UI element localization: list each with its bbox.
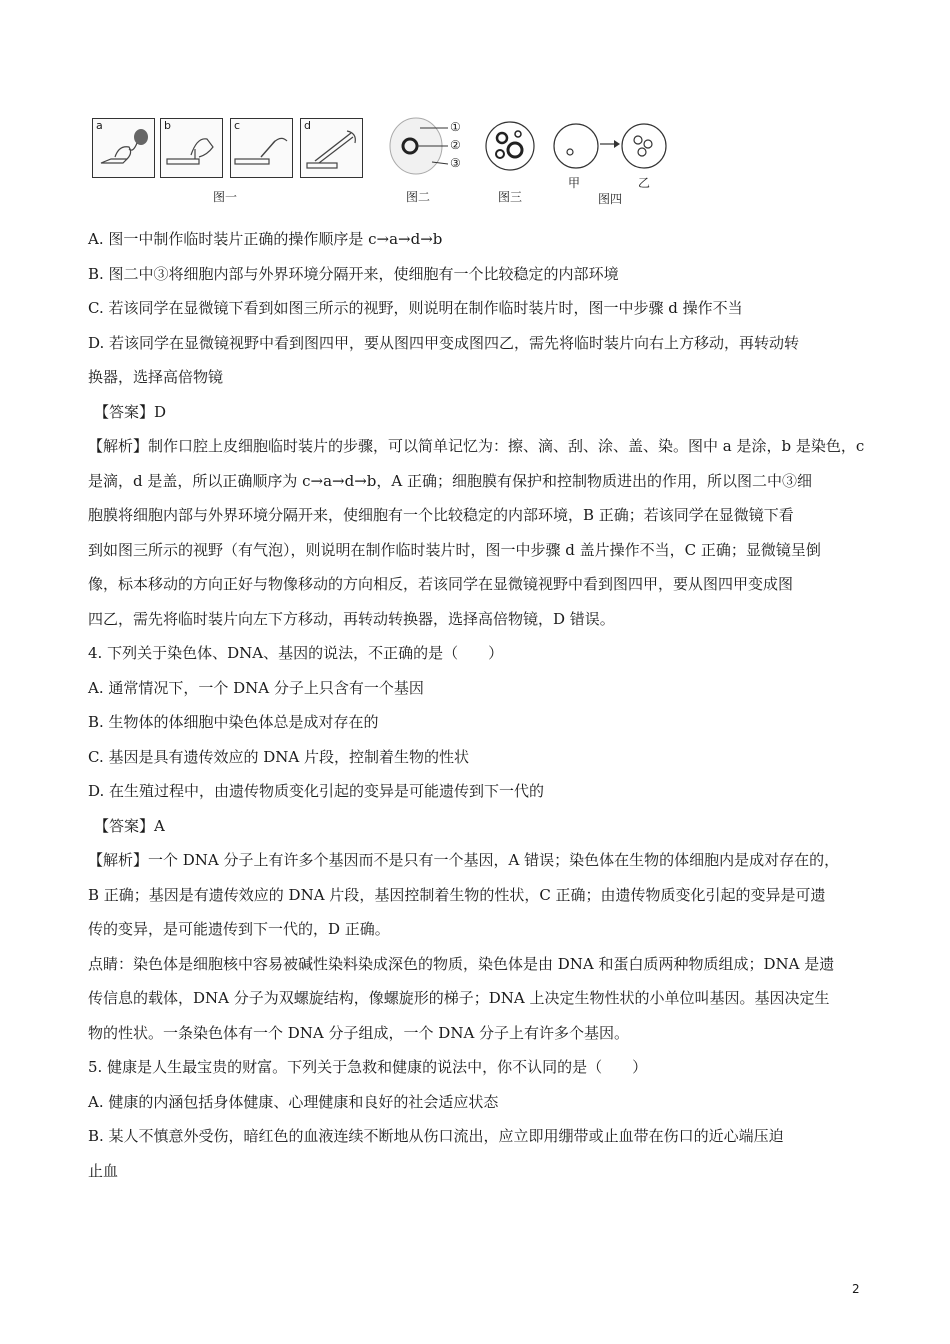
q3-option-a: A. 图一中制作临时装片正确的操作顺序是 c→a→d→b	[88, 230, 443, 248]
cell-diagram	[386, 112, 476, 184]
q4-option-d: D. 在生殖过程中，由遗传物质变化引起的变异是可能遗传到下一代的	[88, 782, 545, 800]
q4-option-a: A. 通常情况下，一个 DNA 分子上只含有一个基因	[88, 678, 424, 697]
figure-1-caption: 图一	[212, 190, 237, 204]
panel-label: c	[234, 119, 241, 132]
q3-answer: 【答案】D	[94, 402, 167, 421]
figure-1-panel-a	[92, 118, 155, 178]
figure-1-panel-c	[230, 118, 293, 178]
panel-label: d	[304, 119, 311, 132]
microscope-view-diagram	[552, 112, 670, 176]
figure-3	[482, 112, 542, 208]
figure-4-left-label: 甲	[568, 176, 581, 190]
q3-option-b: B. 图二中③将细胞内部与外界环境分隔开来，使细胞有一个比较稳定的内部环境	[88, 264, 619, 283]
q4-tip-line: 物的性状。一条染色体有一个 DNA 分子组成，一个 DNA 分子上有许多个基因。	[88, 1023, 630, 1042]
q3-option-d-continued: 换器，选择高倍物镜	[88, 368, 224, 386]
figure-1-panel-d	[300, 118, 363, 178]
q4-tip-line: 点睛：染色体是细胞核中容易被碱性染料染成深色的物质，染色体是由 DNA 和蛋白质两种物质组成；DNA 是遗	[88, 954, 835, 973]
figure-4	[552, 112, 670, 208]
q5-option-b: B. 某人不慎意外受伤，暗红色的血液连续不断地从伤口流出，应立即用绷带或止血带在伤口的近心端压迫	[88, 1127, 784, 1145]
q4-analysis-line: B 正确；基因是有遗传效应的 DNA 片段，基因控制着生物的性状，C 正确；由遗传物质变化引起的变异是可遗	[88, 885, 826, 904]
q4-stem: 4. 下列关于染色体、DNA、基因的说法，不正确的是（ ）	[88, 644, 504, 662]
q4-analysis-line: 传的变异，是可能遗传到下一代的，D 正确。	[88, 920, 390, 938]
q5-option-b-continued: 止血	[88, 1161, 119, 1180]
marker-1: ①	[450, 120, 461, 134]
marker-3: ③	[450, 156, 461, 170]
panel-label: b	[164, 119, 171, 132]
figure-4-right-label: 乙	[638, 176, 651, 190]
q3-analysis-line: 像，标本移动的方向正好与物像移动的方向相反，若该同学在显微镜视野中看到图四甲，要从图四甲变成图	[88, 575, 794, 593]
q3-analysis-line: 四乙，需先将临时装片向左下方移动，再转动转换器，选择高倍物镜，D 错误。	[88, 609, 615, 628]
bubble-view-diagram	[482, 112, 542, 184]
q3-analysis-line: 是滴，d 是盖，所以正确顺序为 c→a→d→b，A 正确；细胞膜有保护和控制物质进出的作用，所以图二中③细	[88, 471, 812, 490]
figure-1-panel-b	[160, 118, 223, 178]
q3-analysis-line: 【解析】制作口腔上皮细胞临时装片的步骤，可以简单记忆为：擦、滴、刮、涂、盖、染。图中 a 是涂，b 是染色，c	[88, 437, 865, 455]
figure-4-caption: 图四	[597, 192, 622, 206]
figure-3-caption: 图三	[497, 190, 522, 204]
figure-2	[386, 112, 476, 208]
figure-1	[90, 112, 365, 208]
q4-answer: 【答案】A	[94, 816, 165, 835]
q4-option-b: B. 生物体的体细胞中染色体总是成对存在的	[88, 713, 379, 731]
marker-2: ②	[450, 138, 461, 152]
page-content	[88, 222, 870, 1188]
q4-option-c: C. 基因是具有遗传效应的 DNA 片段，控制着生物的性状	[88, 747, 470, 766]
figure-2-caption: 图二	[405, 190, 430, 204]
q3-option-d: D. 若该同学在显微镜视野中看到图四甲，要从图四甲变成图四乙，需先将临时装片向右上方移动，再转动转	[88, 333, 800, 352]
q3-option-c: C. 若该同学在显微镜下看到如图三所示的视野，则说明在制作临时装片时，图一中步骤 d 操作不当	[88, 299, 743, 317]
q4-analysis-line: 【解析】一个 DNA 分子上有许多个基因而不是只有一个基因，A 错误；染色体在生物的体细胞内是成对存在的，	[88, 851, 840, 869]
q5-option-a: A. 健康的内涵包括身体健康、心理健康和良好的社会适应状态	[88, 1092, 499, 1111]
figure-row	[90, 112, 670, 208]
q3-analysis-line: 胞膜将细胞内部与外界环境分隔开来，使细胞有一个比较稳定的内部环境，B 正确；若该同学在显微镜下看	[88, 506, 794, 524]
q3-analysis-line: 到如图三所示的视野（有气泡），则说明在制作临时装片时，图一中步骤 d 盖片操作不当，C 正确；显微镜呈倒	[88, 540, 821, 559]
panel-label: a	[96, 119, 103, 132]
q5-stem: 5. 健康是人生最宝贵的财富。下列关于急救和健康的说法中，你不认同的是（ ）	[88, 1058, 648, 1076]
slide-dropper-illustration	[231, 119, 292, 177]
page-number: 2	[852, 1282, 860, 1296]
q4-tip-line: 传信息的载体，DNA 分子为双螺旋结构，像螺旋形的梯子；DNA 上决定生物性状的小单位叫基因。基因决定生	[88, 989, 830, 1007]
